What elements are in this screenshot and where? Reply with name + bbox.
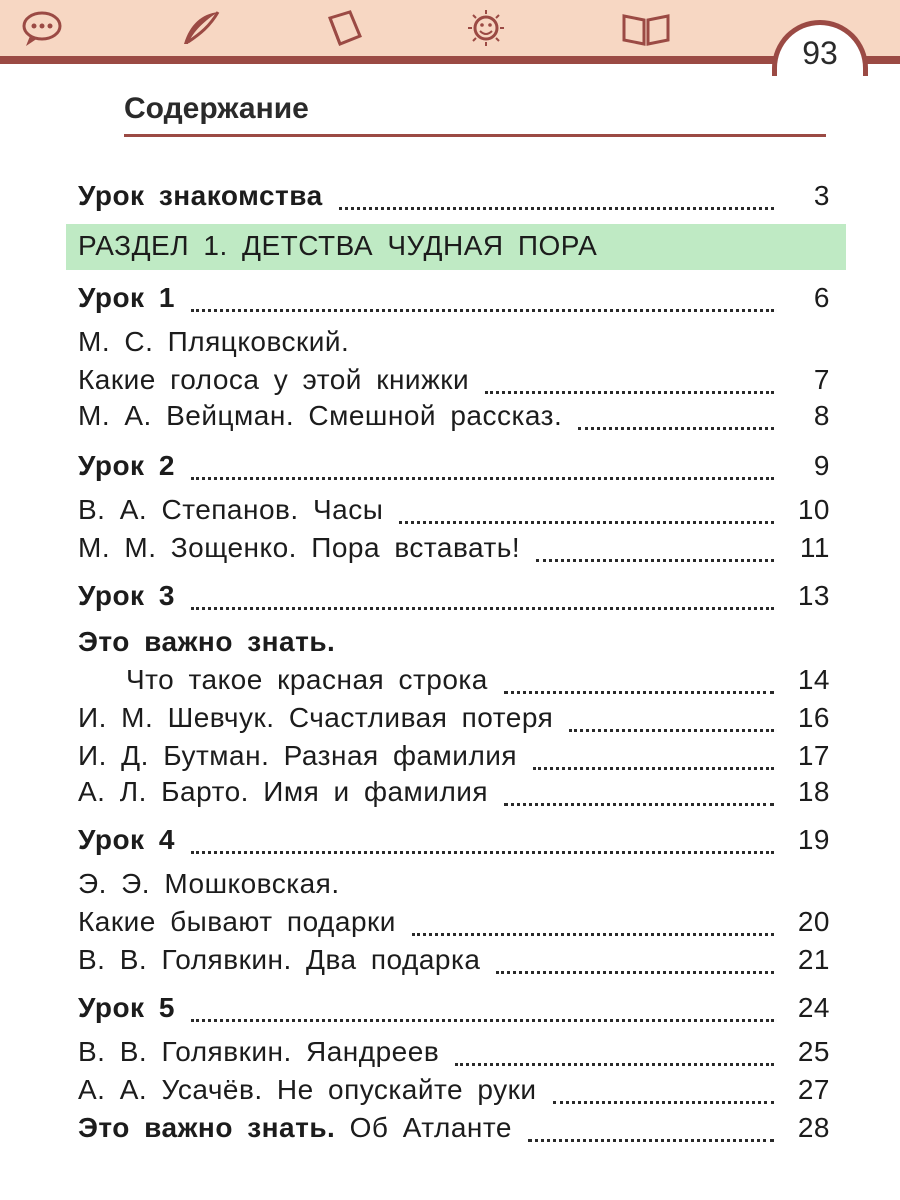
toc-entry[interactable] (126, 664, 830, 704)
toc-entry-page: 17 (797, 740, 830, 771)
dot-leader (569, 725, 774, 732)
dot-leader (191, 603, 774, 610)
toc-entry-page: 28 (797, 1112, 830, 1143)
toc-entry[interactable] (78, 364, 830, 404)
toc-entry-title: Э. Э. Мошковская. (78, 868, 340, 899)
dot-leader (533, 763, 774, 770)
toc-entry[interactable] (78, 824, 830, 864)
toc-entry-title: И. М. Шевчук. Счастливая потеря (78, 702, 554, 733)
dot-leader (191, 1015, 774, 1022)
toc-entry-title: М. М. Зощенко. Пора вставать! (78, 532, 521, 563)
toc-entry-title: Урок 2 (78, 450, 175, 481)
toc-entry-title: Какие бывают подарки (78, 906, 396, 937)
toc-entry[interactable] (78, 282, 830, 322)
toc-entry-title-rest: Об Атланте (349, 1112, 512, 1143)
toc-entry-title: Урок 5 (78, 992, 175, 1023)
toc-entry-title: В. В. Голявкин. Два подарка (78, 944, 481, 975)
toc-entry-page: 24 (797, 992, 830, 1023)
dot-leader (191, 473, 774, 480)
toc-entry[interactable] (78, 532, 830, 572)
toc-entry-title: Урок 3 (78, 580, 175, 611)
dot-leader (191, 305, 774, 312)
dot-leader (399, 517, 774, 524)
toc-entry[interactable] (78, 740, 830, 780)
toc-entry-page: 8 (813, 400, 830, 431)
toc-entry-title: Урок 1 (78, 282, 175, 313)
toc-entry[interactable] (78, 400, 830, 440)
toc-entry[interactable] (78, 580, 830, 620)
dot-leader (339, 203, 774, 210)
toc-entry-page: 9 (813, 450, 830, 481)
dot-leader (191, 847, 774, 854)
toc-entry[interactable] (78, 868, 830, 908)
toc-entry-page: 27 (797, 1074, 830, 1105)
toc-entry-title: Урок знакомства (78, 180, 323, 211)
dot-leader (412, 929, 774, 936)
toc-entry-title: Урок 4 (78, 824, 175, 855)
toc-entry-title: В. А. Степанов. Часы (78, 494, 384, 525)
dot-leader (455, 1059, 774, 1066)
toc-entry-title: В. В. Голявкин. Яандреев (78, 1036, 440, 1067)
toc-entry[interactable] (78, 1112, 830, 1152)
toc-entry-page: 20 (797, 906, 830, 937)
toc-entry-title: А. Л. Барто. Имя и фамилия (78, 776, 489, 807)
dot-leader (496, 967, 774, 974)
toc-entry-page: 25 (797, 1036, 830, 1067)
toc-entry[interactable] (78, 944, 830, 984)
toc-entry-title: А. А. Усачёв. Не опускайте руки (78, 1074, 537, 1105)
toc-entry-title: Какие голоса у этой книжки (78, 364, 470, 395)
toc-entry-page: 13 (797, 580, 830, 611)
toc-entry[interactable] (78, 1036, 830, 1076)
toc-entry-title: М. С. Пляцковский. (78, 326, 350, 357)
toc-entry-page: 16 (797, 702, 830, 733)
toc-entry[interactable] (78, 626, 830, 666)
toc-entry-bold-prefix: Это важно знать. (78, 1112, 336, 1143)
dot-leader (578, 423, 774, 430)
toc-entry-title: Что такое красная строка (126, 664, 488, 695)
toc-entry-title (78, 1112, 512, 1144)
toc-entry-page: 18 (797, 776, 830, 807)
toc-entry-page: 21 (797, 944, 830, 975)
toc-entry[interactable] (78, 450, 830, 490)
toc-entry-page: 10 (797, 494, 830, 525)
toc-entry[interactable] (78, 494, 830, 534)
toc-entry-page: 3 (813, 180, 830, 211)
toc-entry[interactable] (78, 776, 830, 816)
dot-leader (485, 387, 774, 394)
page-number: 93 (802, 35, 838, 71)
toc-entry-title: М. А. Вейцман. Смешной рассказ. (78, 400, 563, 431)
toc-entry-title: И. Д. Бутман. Разная фамилия (78, 740, 518, 771)
section-heading: РАЗДЕЛ 1. ДЕТСТВА ЧУДНАЯ ПОРА (78, 230, 598, 261)
toc-entry-page: 6 (813, 282, 830, 313)
dot-leader (536, 555, 774, 562)
dot-leader (504, 799, 774, 806)
toc-entry[interactable] (78, 326, 830, 366)
toc-entry-page: 14 (797, 664, 830, 695)
toc-entry[interactable] (78, 1074, 830, 1114)
toc-entry[interactable] (78, 906, 830, 946)
toc-entry-title: Это важно знать. (78, 626, 336, 657)
dot-leader (528, 1135, 774, 1142)
toc-entry-page: 11 (799, 532, 830, 563)
dot-leader (553, 1097, 774, 1104)
toc-entry[interactable] (78, 702, 830, 742)
toc-entry-page: 7 (813, 364, 830, 395)
toc-entry[interactable] (78, 992, 830, 1032)
toc-entry-page: 19 (797, 824, 830, 855)
page-title: Содержание (124, 92, 309, 125)
toc-entry[interactable] (78, 180, 830, 220)
dot-leader (504, 687, 774, 694)
